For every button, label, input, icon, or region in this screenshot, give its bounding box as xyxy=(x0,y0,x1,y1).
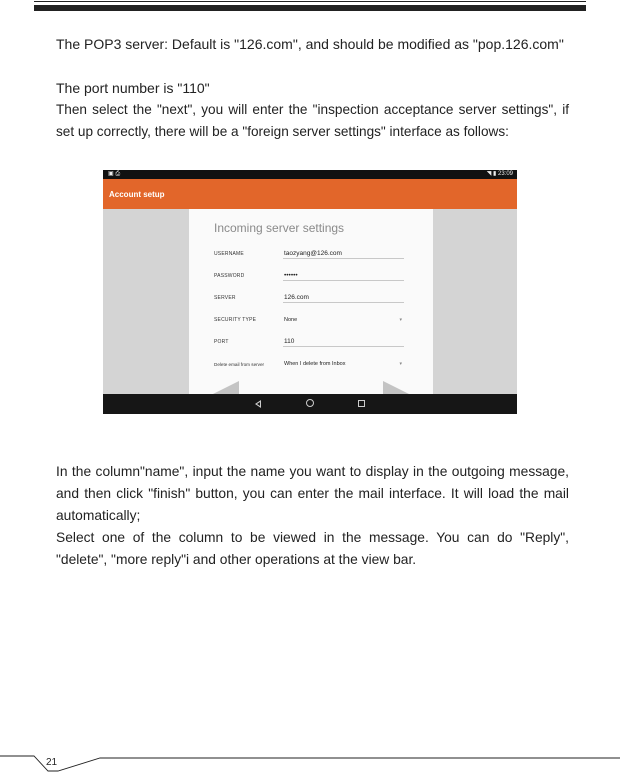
card-title: Incoming server settings xyxy=(214,221,345,235)
footer-rule xyxy=(0,754,620,774)
paragraph-view-bar: Select one of the column to be viewed in the message. You can do "Reply", "delete", "more reply"i and other operations at the view bar. xyxy=(56,530,569,567)
recent-apps-icon[interactable] xyxy=(358,400,365,407)
paragraph-name-column: In the column"name", input the name you want to display in the outgoing message, and then click "finish" button, you can enter the mail interface. It will load the mail automatically; xyxy=(56,464,569,523)
dropdown-caret-icon: ▾ xyxy=(399,317,402,323)
delete-policy-label: Delete email from server xyxy=(214,362,265,367)
notification-icons: ▣ ⎙ xyxy=(108,171,121,177)
action-bar xyxy=(103,179,517,209)
paragraph-port-number: The port number is "110" xyxy=(56,80,210,96)
password-field[interactable]: •••••• xyxy=(284,272,298,279)
paragraph-next-step: Then select the "next", you will enter the "inspection acceptance server settings", if set up correctly, there will be a "foreign server settings" interface as follows: xyxy=(56,102,569,139)
account-setup-screenshot xyxy=(103,170,517,414)
username-field[interactable]: taozyang@126.com xyxy=(284,250,342,257)
dropdown-caret-icon: ▾ xyxy=(399,361,402,367)
password-label: PASSWORD xyxy=(214,273,245,279)
server-field[interactable]: 126.com xyxy=(284,294,309,301)
home-icon[interactable] xyxy=(306,399,314,407)
status-time: 23:09 xyxy=(497,171,513,177)
header-rule-thick xyxy=(34,5,586,11)
incoming-settings-card xyxy=(189,209,433,394)
page-number: 21 xyxy=(46,757,58,768)
delete-policy-select[interactable]: When I delete from Inbox xyxy=(284,361,346,367)
security-type-label: SECURITY TYPE xyxy=(214,317,257,323)
username-label: USERNAME xyxy=(214,251,244,257)
security-type-select[interactable]: None xyxy=(284,317,298,323)
paragraph-pop3-server: The POP3 server: Default is "126.com", and should be modified as "pop.126.com" xyxy=(56,36,564,52)
username-row[interactable] xyxy=(214,245,404,259)
security-type-row[interactable] xyxy=(214,311,404,325)
side-panel-left xyxy=(103,209,189,394)
status-bar xyxy=(103,170,517,179)
server-row[interactable] xyxy=(214,289,404,303)
action-bar-title: Account setup xyxy=(109,190,165,199)
navigation-bar xyxy=(103,394,517,414)
password-row[interactable] xyxy=(214,267,404,281)
delete-policy-row[interactable] xyxy=(214,355,404,369)
wifi-battery-icon: ◥ ▮ xyxy=(486,171,498,177)
header-rule-thin xyxy=(34,1,586,2)
port-row[interactable] xyxy=(214,333,404,347)
server-label: SERVER xyxy=(214,295,236,301)
port-label: PORT xyxy=(214,339,229,345)
port-field[interactable]: 110 xyxy=(284,338,295,345)
side-panel-right xyxy=(433,209,517,394)
